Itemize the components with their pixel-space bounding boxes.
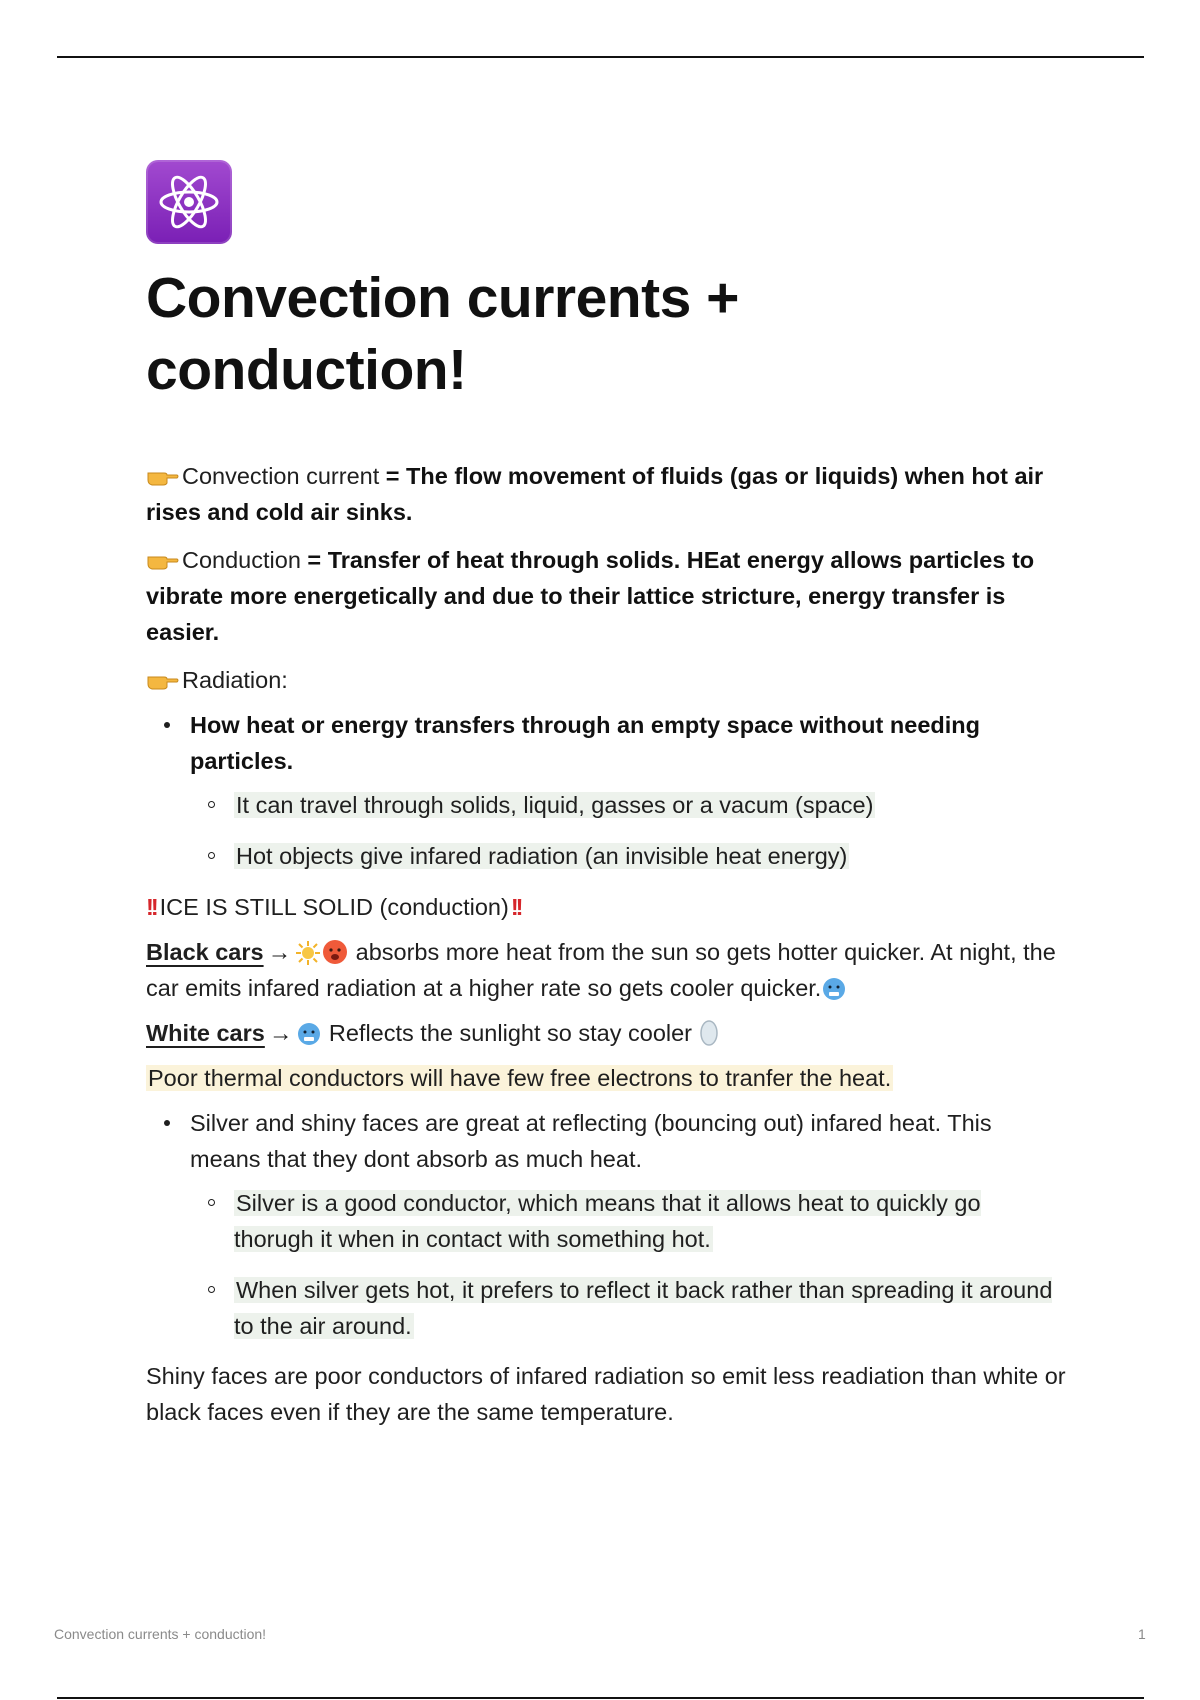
shiny-faces-paragraph: Shiny faces are poor conductors of infared radiation so emit less readiation than white or black faces even if they are the same temperature. [146, 1363, 1066, 1425]
white-cars-label: White cars [146, 1020, 265, 1046]
top-rule [57, 56, 1144, 58]
double-exclamation-icon: !! [510, 894, 521, 920]
black-cars-text: absorbs more heat from the sun so gets hotter quicker. At night, the car emits infared radiation at a higher rate so gets cooler quicker. [146, 939, 1056, 1001]
double-exclamation-icon: !! [146, 894, 156, 920]
pointing-hand-icon [146, 549, 179, 571]
document-body [146, 160, 1066, 1430]
convection-term: Convection current [182, 463, 380, 489]
silver-list [146, 1105, 1066, 1344]
list-item: How heat or energy transfers through an empty space without needing particles. It can travel through solids, liquid, gasses or a vacum (space) Hot objects give infared radiation (an invisible heat energy) [190, 707, 1066, 874]
black-cars-label: Black cars [146, 939, 264, 965]
pointing-hand-icon [146, 669, 179, 691]
cold-face-icon [821, 976, 847, 1002]
atom-icon [146, 160, 232, 244]
hot-face-icon [321, 938, 349, 966]
bottom-rule [57, 1697, 1144, 1699]
list-item: When silver gets hot, it prefers to reflect it back rather than spreading it around to the air around. [234, 1272, 1066, 1344]
poor-conductors-note: Poor thermal conductors will have few free electrons to tranfer the heat. [148, 1065, 892, 1091]
cold-face-icon [296, 1021, 322, 1047]
white-cars-text: Reflects the sunlight so stay cooler [322, 1020, 699, 1046]
convection-definition: The flow movement of fluids (gas or liquids) when hot air rises and cold air sinks. [146, 463, 1044, 525]
list-item: Silver and shiny faces are great at reflecting (bouncing out) infared heat. This means that they dont absorb as much heat. Silver is a good conductor, which means that it allows heat to quickly go thorugh it when in contact with something hot. When silver gets hot, it prefers to reflect it back rather than spreading it around to the air around. [190, 1105, 1066, 1344]
radiation-sublist [190, 787, 1066, 874]
conduction-definition: Transfer of heat through solids. HEat energy allows particles to vibrate more energetically and due to their lattice stricture, energy transfer is easier. [146, 547, 1035, 645]
page-number: 1 [1138, 1626, 1146, 1642]
radiation-list [146, 707, 1066, 874]
white-cars-paragraph: White cars → Reflects the sunlight so stay cooler [146, 1015, 1066, 1051]
sun-icon [295, 940, 321, 966]
pointing-hand-icon [146, 465, 179, 487]
footer-title: Convection currents + conduction! [54, 1626, 267, 1642]
conduction-paragraph: Conduction = Transfer of heat through solids. HEat energy allows particles to vibrate more energetically and due to their lattice stricture, energy transfer is easier. [146, 547, 1035, 645]
radiation-paragraph [146, 662, 1066, 698]
conduction-term: Conduction [182, 547, 301, 573]
black-cars-paragraph: Black cars → absorbs more heat from the sun so gets hotter quicker. At night, the car emits infared radiation at a higher rate so gets cooler quicker. [146, 939, 1056, 1001]
list-item: Silver is a good conductor, which means that it allows heat to quickly go thorugh it when in contact with something hot. [234, 1185, 1066, 1257]
list-item: It can travel through solids, liquid, gasses or a vacum (space) [234, 787, 1066, 823]
silver-sublist [190, 1185, 1066, 1344]
convection-paragraph: Convection current = The flow movement of fluids (gas or liquids) when hot air rises and cold air sinks. [146, 463, 1044, 525]
mirror-icon [699, 1019, 719, 1047]
page-title: Convection currents + conduction! [146, 266, 739, 402]
list-item: Hot objects give infared radiation (an invisible heat energy) [234, 838, 1066, 874]
ice-note: !! ICE IS STILL SOLID (conduction)!! [146, 894, 521, 920]
radiation-term: Radiation: [182, 667, 288, 693]
